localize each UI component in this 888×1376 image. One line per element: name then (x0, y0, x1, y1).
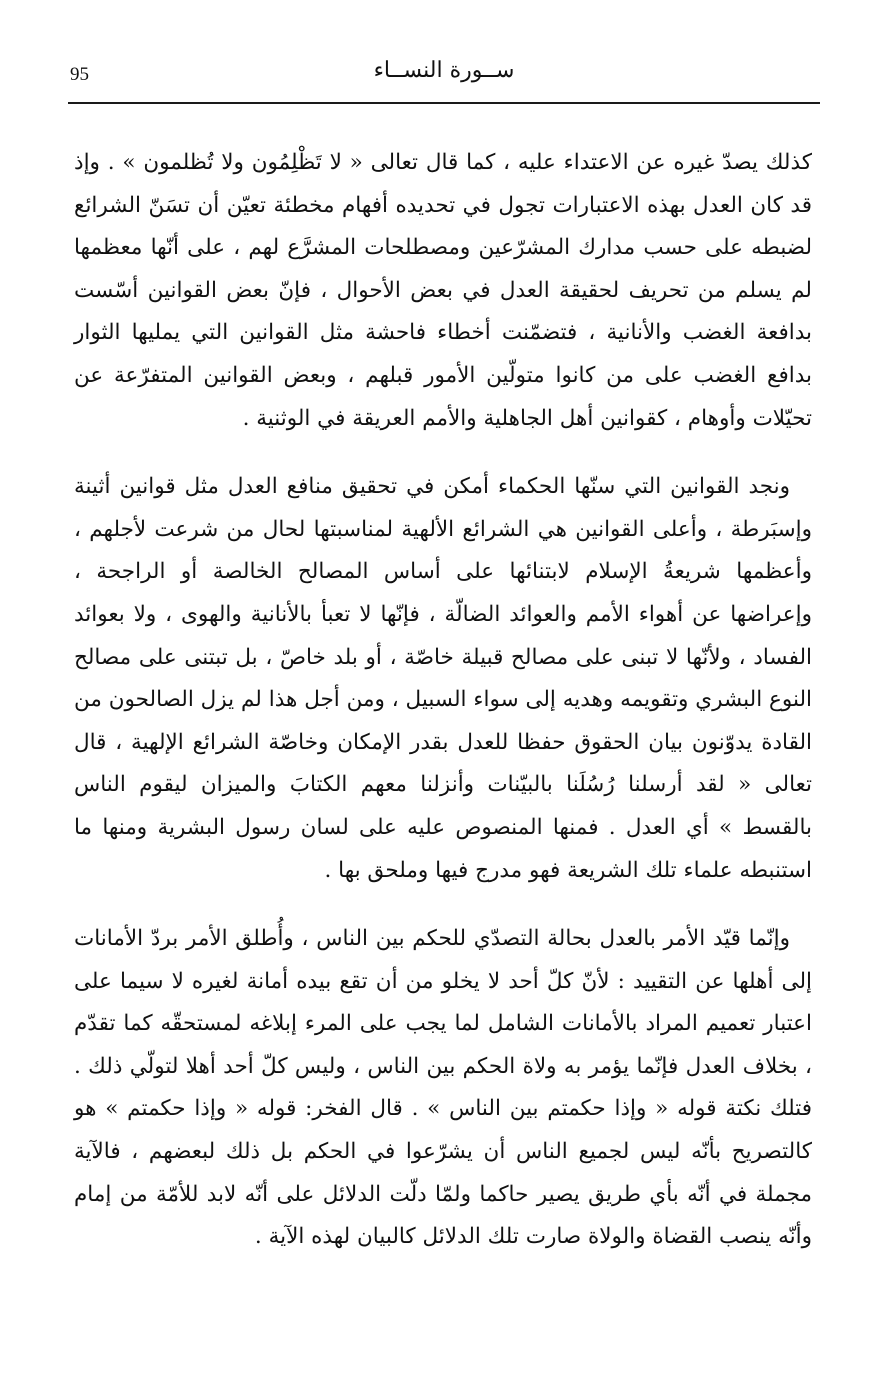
paragraph-1: كذلك يصدّ غيره عن الاعتداء عليه ، كما قال تعالى « لا تَظْلِمُون ولا تُظلمون » . وإذ قد كان العدل بهذه الاعتبارات تجول في تحديده أفهام مخطئة تعيّن أن تسَنّ الشرائع لضبطه على حسب مدارك المشرّعين ومصطلحات المشرَّع لهم ، على أنّها معظمها لم يسلم من تحريف لحقيقة العدل في بعض الأحوال ، فإنّ بعض القوانين أسّست بدافعة الغضب والأنانية ، فتضمّنت أخطاء فاحشة مثل القوانين التي يمليها الثوار بدافع الغضب على من كانوا متولّين الأمور قبلهم ، وبعض القوانين المتفرّعة عن تحيّلات وأوهام ، كقوانين أهل الجاهلية والأمم العريقة في الوثنية . (74, 150, 812, 431)
body-text (74, 142, 812, 1259)
page-number: 95 (70, 64, 89, 85)
running-title: ســورة النســاء (373, 58, 515, 83)
paragraph-3: وإنّما قيّد الأمر بالعدل بحالة التصدّي للحكم بين الناس ، وأُطلق الأمر بردّ الأمانات إلى أهلها عن التقييد : لأنّ كلّ أحد لا يخلو من أن تقع بيده أمانة لغيره لا سيما على اعتبار تعميم المراد بالأمانات الشامل لما يجب على المرء إبلاغه لمستحقّه كما تقدّم ، بخلاف العدل فإنّما يؤمر به ولاة الحكم بين الناس ، وليس كلّ أحد أهلا لتولّي ذلك . فتلك نكتة قوله « وإذا حكمتم بين الناس » . قال الفخر: قوله « وإذا حكمتم » هو كالتصريح بأنّه ليس لجميع الناس أن يشرّعوا في الحكم بل ذلك لبعضهم ، فالآية مجملة في أنّه بأي طريق يصير حاكما ولمّا دلّت الدلائل على أنّه لابد للأمّة من إمام وأنّه ينصب القضاة والولاة صارت تلك الدلائل كالبيان لهذه الآية . (74, 926, 812, 1250)
running-header (70, 58, 818, 98)
paragraph-2: ونجد القوانين التي سنّها الحكماء أمكن في تحقيق منافع العدل مثل قوانين أثينة وإسبَرطة ، وأعلى القوانين هي الشرائع الألهية لمناسبتها لحال من شرعت لأجلهم ، وأعظمها شريعةُ الإسلام لابتنائها على أساس المصالح الخالصة أو الراجحة ، وإعراضها عن أهواء الأمم والعوائد الضالّة ، فإنّها لا تعبأ بالأنانية والهوى ، ولا بعوائد الفساد ، ولأنّها لا تبنى على مصالح قبيلة خاصّة ، أو بلد خاصّ ، بل تبتنى على مصالح النوع البشري وتقويمه وهديه إلى سواء السبيل ، ومن أجل هذا لم يزل الصالحون من القادة يدوّنون بيان الحقوق حفظا للعدل بقدر الإمكان وخاصّة الشرائع الإلهية ، قال تعالى « لقد أرسلنا رُسُلَنا بالبيّنات وأنزلنا معهم الكتابَ والميزان ليقوم الناس بالقسط » أي العدل . فمنها المنصوص عليه على لسان رسول البشرية ومنها ما استنبطه علماء تلك الشريعة فهو مدرج فيها وملحق بها . (74, 474, 812, 883)
header-rule (68, 102, 820, 104)
